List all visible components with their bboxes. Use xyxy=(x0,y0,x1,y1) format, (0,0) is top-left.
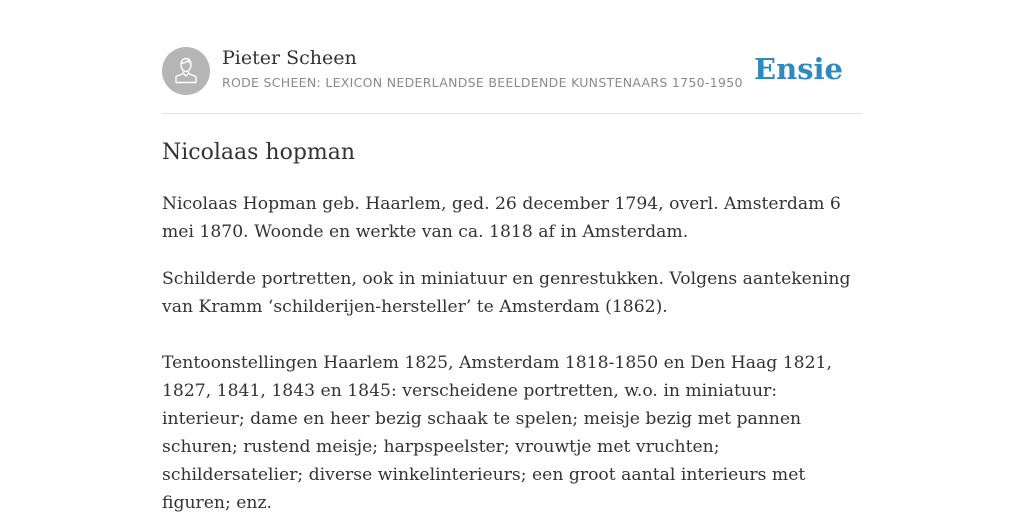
author-name[interactable]: Pieter Scheen xyxy=(222,47,357,69)
header-divider xyxy=(162,113,862,114)
article-title: Nicolaas hopman xyxy=(162,140,356,165)
article-paragraph: Nicolaas Hopman geb. Haarlem, ged. 26 december 1794, overl. Amsterdam 6 mei 1870. Woonde en werkte van ca. 1818 af in Amsterdam. xyxy=(162,194,841,242)
author-avatar[interactable] xyxy=(162,47,210,95)
article-header xyxy=(162,46,862,96)
article-paragraph: Tentoonstellingen Haarlem 1825, Amsterdam 1818-1850 en Den Haag 1821, 1827, 1841, 1843 en 1845: verscheidene portretten, w.o. in miniatuur: interieur; dame en heer bezig schaak te spelen; meisje bezig met pannen schuren; rustend meisje; harpspeelster; vrouwtje met vruchten; schildersatelier; diverse winkelinterieurs; een groot aantal interieurs met figuren; enz. xyxy=(162,353,832,512)
user-icon xyxy=(162,47,210,95)
source-title[interactable]: RODE SCHEEN: LEXICON NEDERLANDSE BEELDENDE KUNSTENAARS 1750-1950 xyxy=(222,75,743,90)
article-paragraph: Schilderde portretten, ook in miniatuur en genrestukken. Volgens aantekening van Kramm ‘schilderijen-hersteller’ te Amsterdam (1862). xyxy=(162,269,851,317)
ensie-logo[interactable]: Ensie xyxy=(754,52,843,86)
